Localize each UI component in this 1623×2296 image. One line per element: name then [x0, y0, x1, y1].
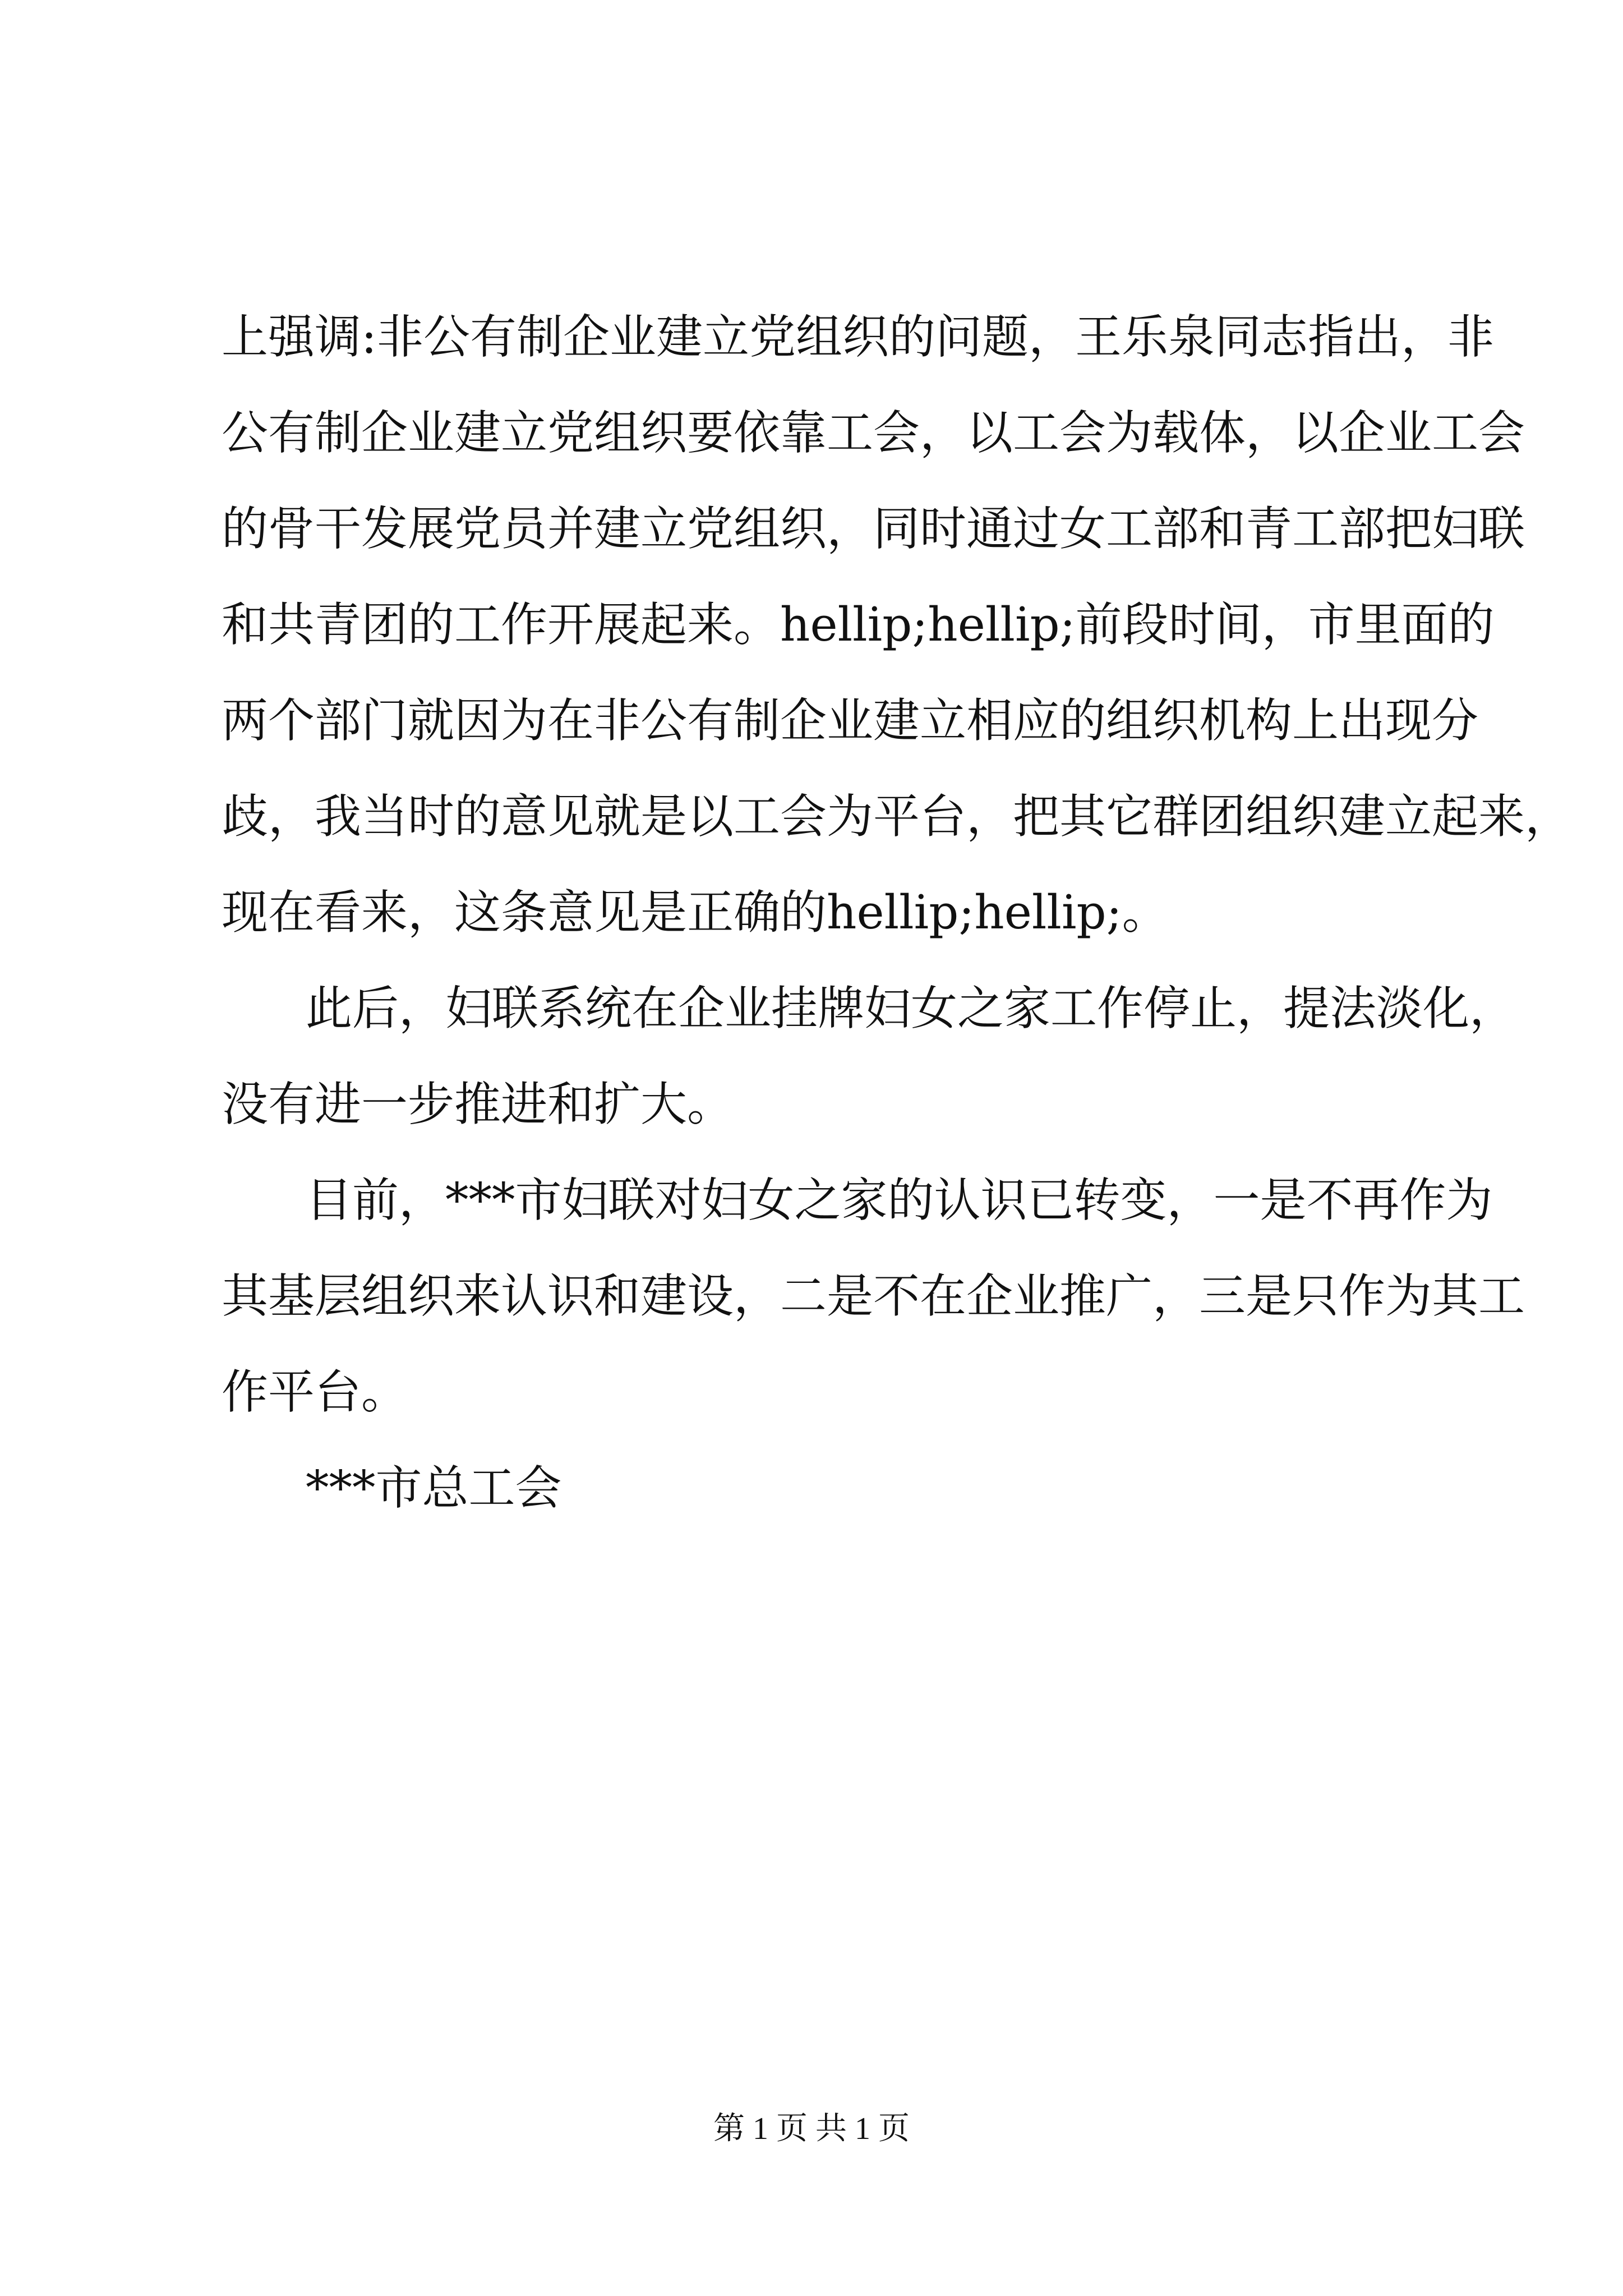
- paragraph-line: 没有进一步推进和扩大。: [222, 1077, 734, 1131]
- page-footer: 第 1 页 共 1 页: [713, 2111, 910, 2146]
- paragraph-line: 其基层组织来认识和建设，二是不在企业推广，三是只作为其工: [222, 1269, 1525, 1323]
- paragraph-line: 两个部门就因为在非公有制企业建立相应的组织机构上出现分: [222, 693, 1478, 748]
- paragraph-line: 和共青团的工作开展起来。hellip;hellip;前段时间，市里面的: [222, 597, 1495, 652]
- paragraph-line: 歧，我当时的意见就是以工会为平台，把其它群团组织建立起来，: [222, 789, 1571, 844]
- document-body: [222, 289, 1571, 1536]
- paragraph-line: 上强调:非公有制企业建立党组织的问题，王乐泉同志指出，非: [222, 310, 1494, 364]
- paragraph-line: 此后，妇联系统在企业挂牌妇女之家工作停止，提法淡化，: [306, 981, 1516, 1036]
- paragraph-line: 目前，***市妇联对妇女之家的认识已转变，一是不再作为: [306, 1173, 1493, 1227]
- paragraph-line: 的骨干发展党员并建立党组织，同时通过女工部和青工部把妇联: [222, 501, 1525, 556]
- paragraph-line: 公有制企业建立党组织要依靠工会，以工会为载体，以企业工会: [222, 406, 1525, 460]
- paragraph-line: 现在看来，这条意见是正确的hellip;hellip;。: [222, 885, 1169, 940]
- signature-line: ***市总工会: [306, 1461, 562, 1515]
- paragraph-line: 作平台。: [222, 1365, 408, 1419]
